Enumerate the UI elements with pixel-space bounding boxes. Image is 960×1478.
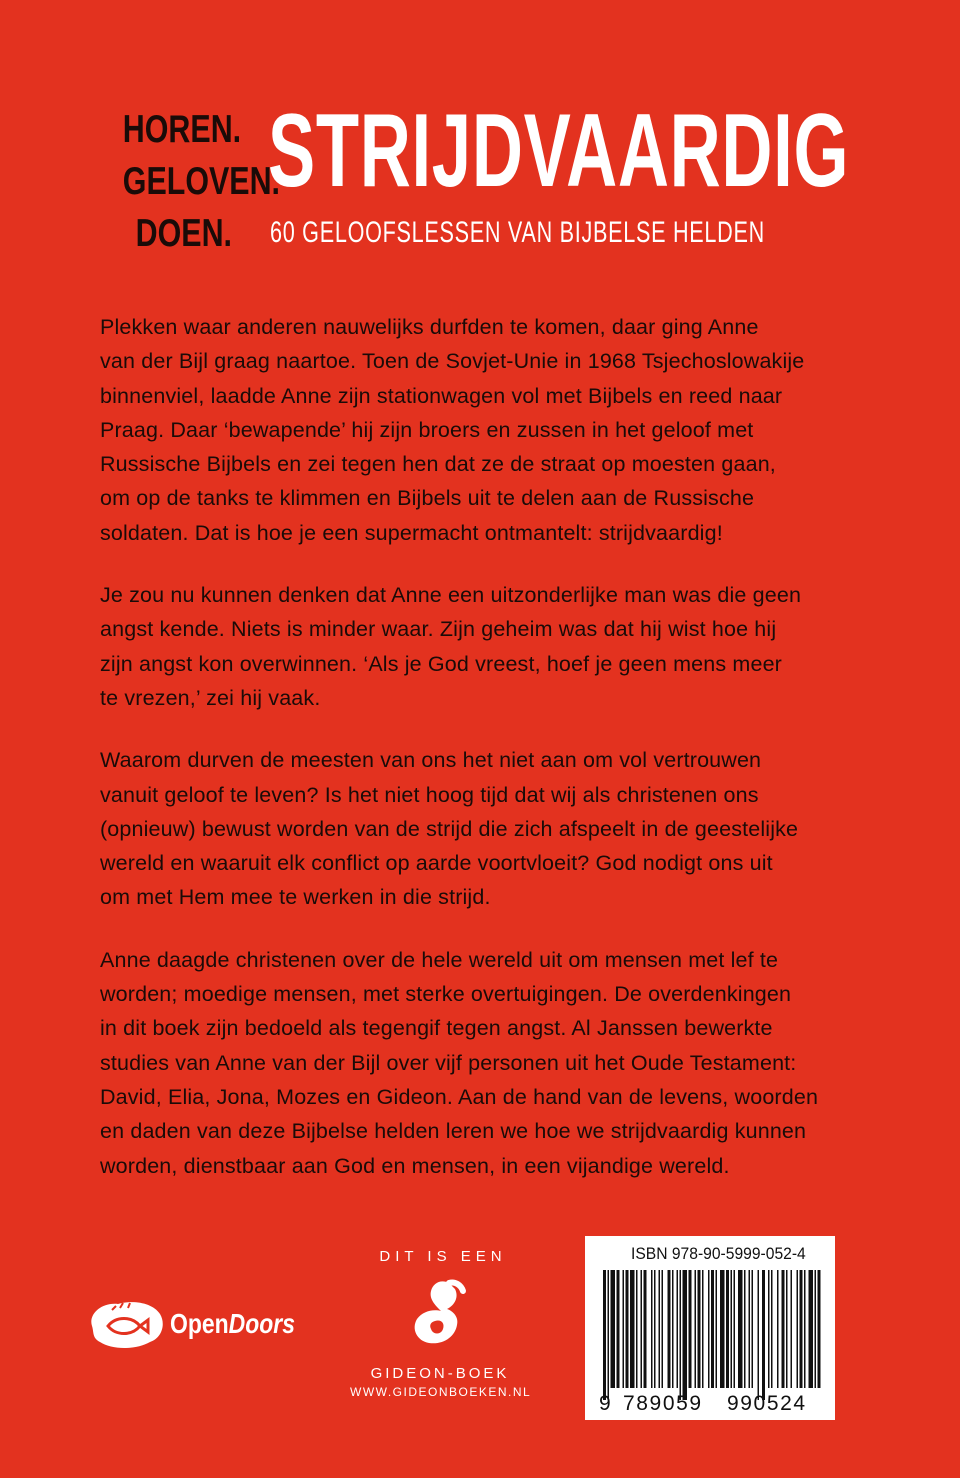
blurb-line: angst kende. Niets is minder waar. Zijn geheim was dat hij wist hoe hij: [100, 617, 777, 642]
barcode-bar: [680, 1270, 682, 1400]
barcode-bars: [601, 1270, 823, 1402]
open-doors-logo: [86, 1296, 306, 1356]
blurb-line: te vrezen,’ zei hij vaak.: [100, 685, 321, 710]
barcode-bar: [738, 1270, 743, 1388]
barcode-bar: [603, 1270, 606, 1400]
barcode-bar: [720, 1270, 725, 1388]
blurb-line: wereld en waaruit elk conflict op aarde voortvloeit? God nodigt ons uit: [100, 851, 773, 876]
barcode-bar: [636, 1270, 638, 1388]
blurb-line: studies van Anne van der Bijl over vijf personen uit het Oude Testament:: [100, 1050, 797, 1075]
gideon-g-icon: [405, 1277, 475, 1355]
barcode-bar: [695, 1270, 697, 1388]
blurb-line: worden; moedige mensen, met sterke overtuigingen. De overdenkingen: [100, 982, 792, 1007]
blurb-paragraph-4: [100, 943, 862, 1183]
blurb-line: Plekken waar anderen nauwelijks durfden te komen, daar ging Anne: [100, 315, 759, 339]
blurb-line: (opnieuw) bewust worden van de strijd die zich afspeelt in de geestelijke: [100, 816, 799, 841]
blurb-line: vanuit geloof te leven? Is het niet hoog tijd dat wij als christenen ons: [100, 782, 759, 807]
barcode-bar: [617, 1270, 620, 1388]
barcode-bar: [659, 1270, 661, 1388]
barcode-bar: [623, 1270, 625, 1388]
barcode-bar: [726, 1270, 729, 1388]
barcode-bar: [711, 1270, 714, 1388]
blurb-line: en daden van deze Bijbelse helden leren we hoe we strijdvaardig kunnen: [100, 1119, 807, 1144]
blurb-line: van der Bijl graag naartoe. Toen de Sovjet-Unie in 1968 Tsjechoslowakije: [100, 349, 805, 374]
barcode-bar: [758, 1270, 760, 1400]
barcode-bar: [654, 1270, 656, 1388]
blurb-line: soldaten. Dat is hoe je een supermacht ontmantelt: strijdvaardig!: [100, 520, 723, 545]
barcode-bar: [672, 1270, 674, 1388]
barcode-bar: [744, 1270, 746, 1388]
barcode-bar: [818, 1270, 821, 1388]
blurb-line: Russische Bijbels en zei tegen hen dat ze de straat op moesten gaan,: [100, 452, 776, 477]
barcode-bar: [771, 1270, 773, 1388]
barcode-bar: [777, 1270, 779, 1388]
barcode-digits-right: 990524: [727, 1392, 807, 1415]
barcode-bar: [677, 1270, 679, 1388]
barcode-bar: [630, 1270, 635, 1388]
blurb-paragraph-2: [100, 578, 862, 715]
barcode-bar: [749, 1270, 751, 1388]
blurb-line: David, Elia, Jona, Mozes en Gideon. Aan de hand van de levens, woorden: [100, 1084, 819, 1109]
tagline: [122, 104, 281, 260]
gideon-intro: DIT IS EEN: [379, 1248, 507, 1265]
barcode-bar: [662, 1270, 664, 1388]
barcode-bar: [716, 1270, 718, 1388]
barcode-bar: [608, 1270, 610, 1400]
blurb-line: zijn angst kon overwinnen. ‘Als je God vreest, hoef je geen mens meer: [100, 651, 782, 676]
barcode-bar: [752, 1270, 754, 1388]
barcode-bar: [804, 1270, 806, 1388]
barcode-bar: [731, 1270, 733, 1388]
barcode-digit-first: 9: [599, 1392, 613, 1415]
barcode-bar: [786, 1270, 788, 1388]
blurb-line: Praag. Daar ‘bewapende’ hij zijn broers en zussen in het geloof met: [100, 417, 754, 442]
barcode-bar: [641, 1270, 643, 1388]
blurb-line: in dit boek zijn bedoeld als tegengif tegen angst. Al Janssen bewerkte: [100, 1016, 773, 1041]
isbn-label: ISBN 978-90-5999-052-4: [631, 1244, 806, 1263]
gideon-url: WWW.GIDEONBOEKEN.NL: [350, 1385, 532, 1399]
barcode-bar: [762, 1270, 765, 1400]
barcode-bar: [651, 1270, 653, 1388]
barcode-bar: [702, 1270, 704, 1388]
open-doors-wordmark: [170, 1308, 295, 1340]
barcode-digits-left: 789059: [623, 1392, 703, 1415]
barcode-bar: [791, 1270, 793, 1388]
book-subtitle: 60 GELOOFSLESSEN VAN BIJBELSE HELDEN: [270, 216, 765, 249]
barcode-bar: [815, 1270, 817, 1388]
gideon-name: GIDEON-BOEK: [370, 1365, 510, 1382]
blurb-paragraph-3: [100, 743, 862, 914]
barcode-bar: [683, 1270, 688, 1400]
blurb-line: Je zou nu kunnen denken dat Anne een uitzonderlijke man was die geen: [100, 583, 802, 608]
barcode-bar: [800, 1270, 803, 1388]
gideon-imprint: [350, 1248, 530, 1399]
barcode-bar: [644, 1270, 647, 1388]
barcode-bar: [708, 1270, 710, 1388]
barcode-bar: [797, 1270, 799, 1388]
barcode-bar: [611, 1270, 616, 1388]
blurb-paragraph-1: [100, 310, 862, 550]
isbn-barcode: [585, 1236, 835, 1420]
open-doors-word-doors: Doors: [228, 1308, 296, 1339]
tagline-line-1: HOREN.: [122, 108, 242, 151]
blurb-line: worden, dienstbaar aan God en mensen, in een vijandige wereld.: [100, 1153, 730, 1178]
blurb-line: Waarom durven de meesten van ons het niet aan om vol vertrouwen: [100, 748, 762, 773]
barcode-bar: [626, 1270, 629, 1388]
blurb-line: binnenviel, laadde Anne zijn stationwagen vol met Bijbels en reed naar: [100, 383, 783, 408]
barcode-bar: [698, 1270, 701, 1388]
tagline-line-2: GELOVEN.: [122, 160, 281, 203]
barcode-bar: [782, 1270, 785, 1388]
barcode-bar: [668, 1270, 671, 1388]
blurb-line: Anne daagde christenen over de hele wereld uit om mensen met lef te: [100, 947, 779, 972]
tagline-line-3: DOEN.: [135, 212, 232, 255]
barcode-bar: [689, 1270, 692, 1388]
barcode-bar: [734, 1270, 736, 1388]
barcode-bar: [768, 1270, 770, 1388]
open-doors-fish-icon: [86, 1296, 166, 1352]
blurb-line: om met Hem mee te werken in die strijd.: [100, 885, 491, 910]
blurb-line: om op de tanks te klimmen en Bijbels uit te delen aan de Russische: [100, 486, 755, 511]
blurb: [100, 310, 862, 1211]
open-doors-word-open: Open: [170, 1308, 229, 1339]
barcode-bar: [809, 1270, 814, 1388]
book-title: STRIJDVAARDIG: [268, 93, 850, 209]
